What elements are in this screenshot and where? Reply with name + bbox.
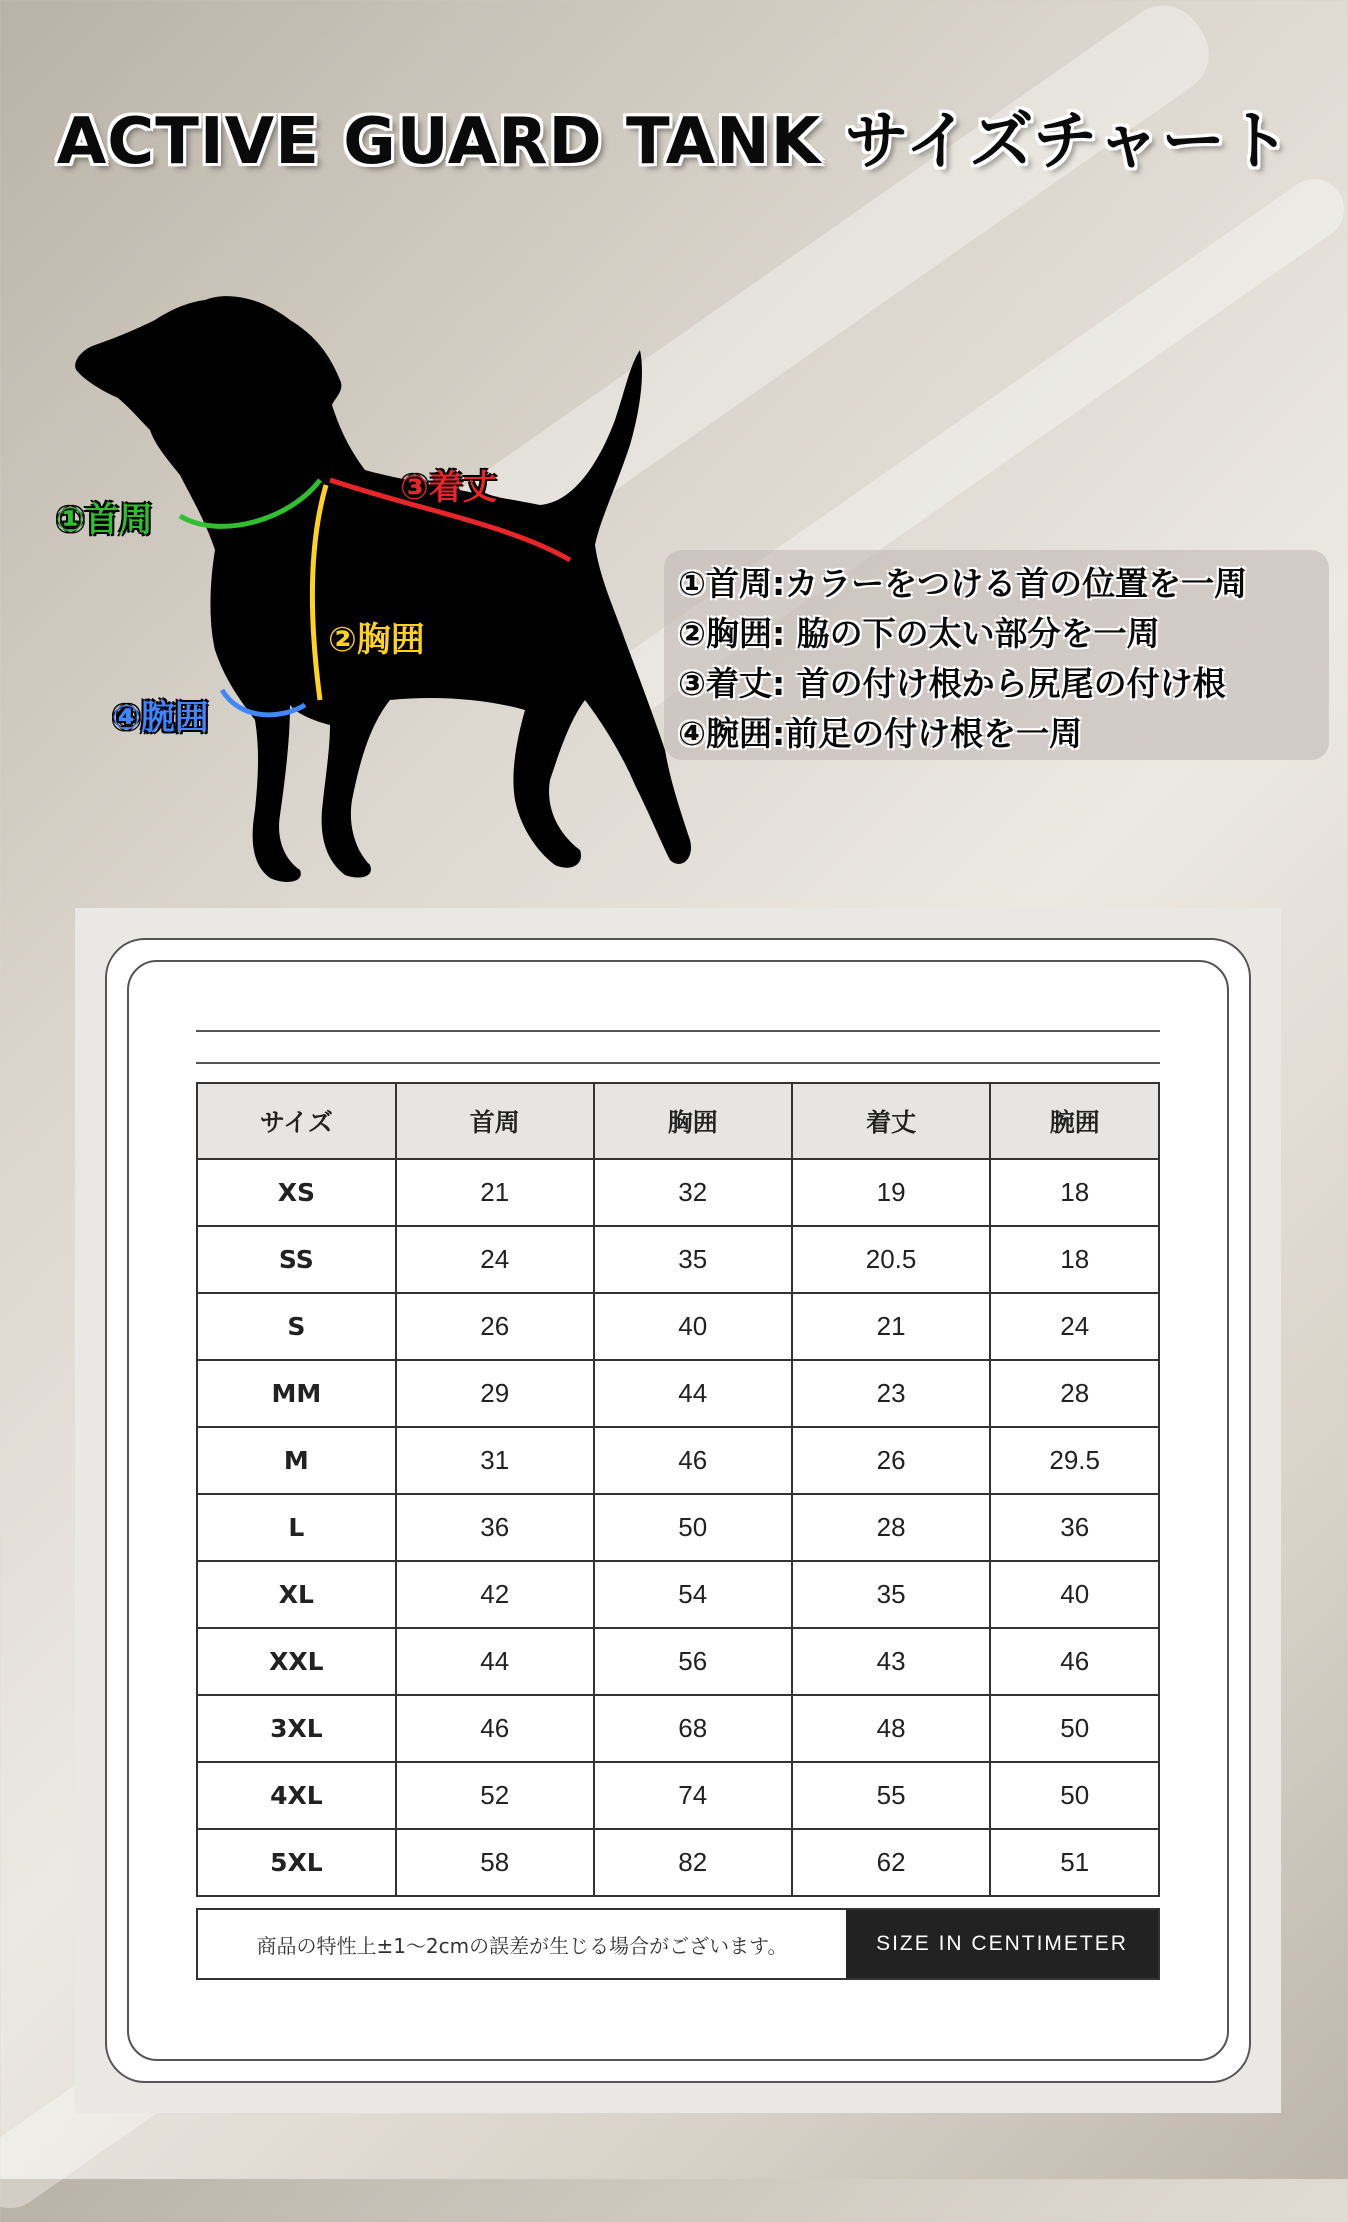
legend-item-length: ③着丈: 首の付け根から尻尾の付け根 [678,664,1226,703]
arm-cell: 29.5 [990,1427,1159,1494]
neck-cell: 52 [396,1762,594,1829]
neck-cell: 24 [396,1226,594,1293]
table-row [197,1762,1159,1829]
length-cell: 62 [792,1829,991,1896]
chest-cell: 82 [594,1829,792,1896]
neck-cell: 26 [396,1293,594,1360]
unit-badge: SIZE IN CENTIMETER [846,1910,1158,1978]
legend-item-arm: ④腕囲:前足の付け根を一周 [678,714,1083,753]
length-cell: 55 [792,1762,991,1829]
table-row [197,1226,1159,1293]
chest-cell: 32 [594,1159,792,1226]
size-cell: XL [197,1561,396,1628]
divider-line [196,1030,1160,1032]
length-cell: 28 [792,1494,991,1561]
length-cell: 23 [792,1360,991,1427]
neck-cell: 36 [396,1494,594,1561]
table-row [197,1360,1159,1427]
neck-label: ①首周 [56,500,153,540]
chest-cell: 68 [594,1695,792,1762]
arm-cell: 50 [990,1762,1159,1829]
size-cell: S [197,1293,396,1360]
arm-cell: 51 [990,1829,1159,1896]
neck-cell: 58 [396,1829,594,1896]
table-header-row [197,1083,1159,1159]
header-arm: 腕囲 [990,1083,1159,1159]
tolerance-note: 商品の特性上±1～2cmの誤差が生じる場合がございます。 [198,1910,846,1978]
divider-line [196,1062,1160,1064]
arm-cell: 40 [990,1561,1159,1628]
size-table [196,1082,1160,1897]
size-cell: 5XL [197,1829,396,1896]
neck-cell: 29 [396,1360,594,1427]
table-row [197,1829,1159,1896]
size-cell: MM [197,1360,396,1427]
size-cell: XXL [197,1628,396,1695]
table-footer [196,1908,1160,1980]
arm-cell: 18 [990,1226,1159,1293]
arm-cell: 46 [990,1628,1159,1695]
chest-cell: 46 [594,1427,792,1494]
length-cell: 20.5 [792,1226,991,1293]
neck-cell: 46 [396,1695,594,1762]
arm-cell: 24 [990,1293,1159,1360]
size-cell: 3XL [197,1695,396,1762]
table-row [197,1159,1159,1226]
arm-cell: 36 [990,1494,1159,1561]
chest-cell: 50 [594,1494,792,1561]
length-cell: 48 [792,1695,991,1762]
length-cell: 19 [792,1159,991,1226]
chest-cell: 54 [594,1561,792,1628]
table-row [197,1695,1159,1762]
neck-cell: 42 [396,1561,594,1628]
legend-item-chest: ②胸囲: 脇の下の太い部分を一周 [678,614,1160,653]
header-size: サイズ [197,1083,396,1159]
neck-cell: 21 [396,1159,594,1226]
dog-body-shape [75,296,691,882]
length-cell: 21 [792,1293,991,1360]
neck-cell: 31 [396,1427,594,1494]
table-row [197,1628,1159,1695]
arm-cell: 18 [990,1159,1159,1226]
table-row [197,1293,1159,1360]
header-chest: 胸囲 [594,1083,792,1159]
chest-cell: 44 [594,1360,792,1427]
size-cell: SS [197,1226,396,1293]
chest-cell: 40 [594,1293,792,1360]
arm-cell: 50 [990,1695,1159,1762]
header-neck: 首周 [396,1083,594,1159]
legend-item-neck: ①首周:カラーをつける首の位置を一周 [678,564,1248,603]
chest-cell: 56 [594,1628,792,1695]
neck-cell: 44 [396,1628,594,1695]
size-cell: XS [197,1159,396,1226]
table-row [197,1494,1159,1561]
chest-cell: 35 [594,1226,792,1293]
page-title: ACTIVE GUARD TANK サイズチャート [56,105,1292,179]
header-length: 着丈 [792,1083,991,1159]
arm-label: ④腕囲 [112,698,209,738]
size-cell: 4XL [197,1762,396,1829]
length-cell: 35 [792,1561,991,1628]
size-cell: M [197,1427,396,1494]
length-cell: 26 [792,1427,991,1494]
chest-label: ②胸囲 [328,620,425,660]
table-row [197,1561,1159,1628]
chest-cell: 74 [594,1762,792,1829]
dog-silhouette [40,280,700,920]
length-cell: 43 [792,1628,991,1695]
arm-cell: 28 [990,1360,1159,1427]
size-cell: L [197,1494,396,1561]
table-row [197,1427,1159,1494]
length-label: ③着丈 [400,468,497,508]
